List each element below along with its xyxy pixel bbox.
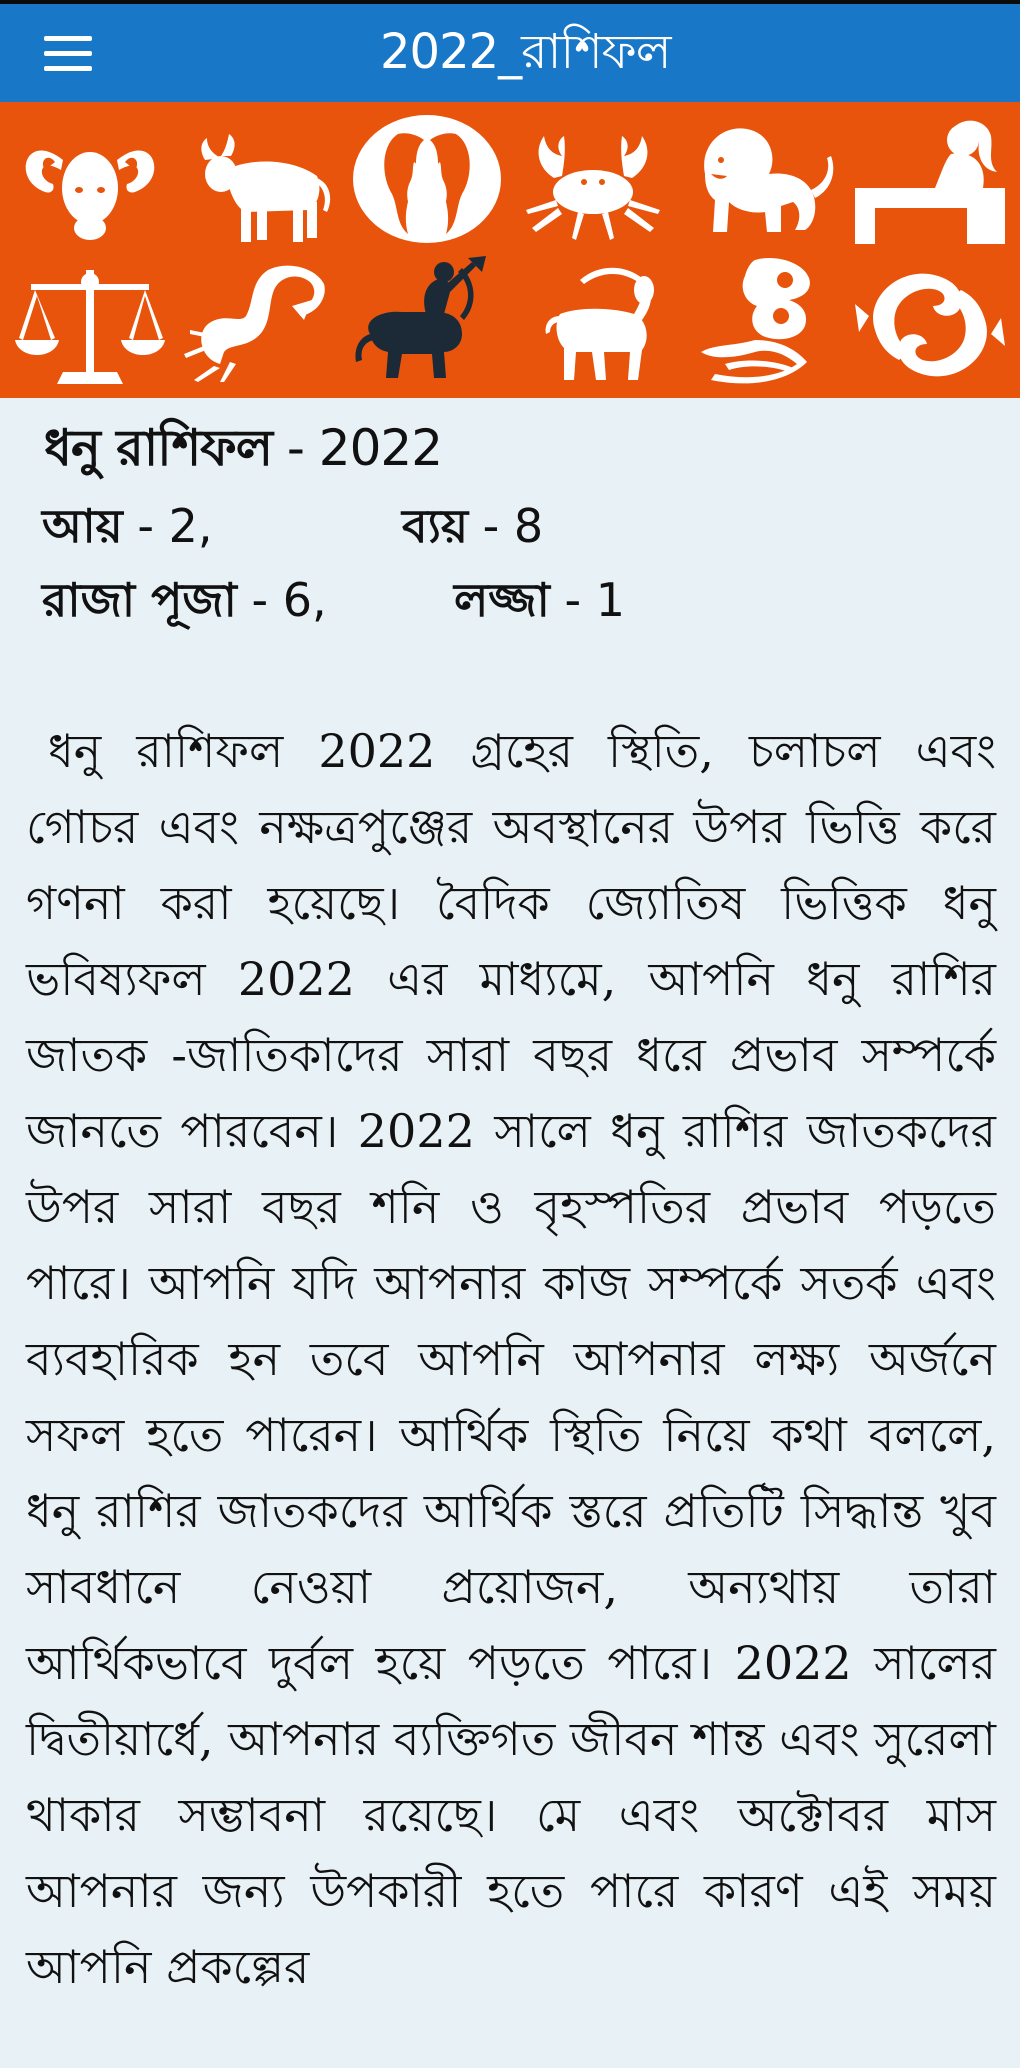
zodiac-banner xyxy=(0,102,1020,398)
aries-icon[interactable] xyxy=(15,120,165,250)
honor-row xyxy=(42,570,327,630)
gemini-icon[interactable] xyxy=(352,114,502,244)
app-bar xyxy=(0,0,1020,102)
aquarius-icon[interactable] xyxy=(685,254,835,384)
virgo-icon[interactable] xyxy=(855,114,1005,244)
income-row xyxy=(42,496,213,556)
hamburger-menu-icon[interactable] xyxy=(44,36,92,72)
menu-line xyxy=(44,66,92,71)
shame-label: লজ্জা xyxy=(454,573,550,627)
menu-line xyxy=(44,36,92,41)
sagittarius-icon[interactable] xyxy=(352,254,502,384)
scorpio-icon[interactable] xyxy=(180,254,330,384)
expense-row xyxy=(402,496,543,556)
horoscope-year: - 2022 xyxy=(271,419,443,477)
horoscope-title-text: ধনু রাশিফল xyxy=(44,419,272,477)
cancer-icon[interactable] xyxy=(518,120,668,250)
horoscope-body: ধনু রাশিফল 2022 গ্রহের স্থিতি, চলাচল এবং গোচর এবং নক্ষত্রপুঞ্জের অবস্থানের উপর ভিত্তি করে গণনা করা হয়েছে। বৈদিক জ্যোতিষ ভিত্তিক ধনু ভবিষ্যফল 2022 এর মাধ্যমে, আপনি ধনু রাশির জাতক -জাতিকাদের সারা বছর ধরে প্রভাব সম্পর্কে জানতে পারবেন। 2022 সালে ধনু রাশির জাতকদের উপর সারা বছর শনি ও বৃহস্পতির প্রভাব পড়তে পারে। আপনি যদি আপনার কাজ সম্পর্কে সতর্ক এবং ব্যবহারিক হন তবে আপনি আপনার লক্ষ্য অর্জনে সফল হতে পারেন। আর্থিক স্থিতি নিয়ে কথা বললে, ধনু রাশির জাতকদের আর্থিক স্তরে প্রতিটি সিদ্ধান্ত খুব সাবধানে নেওয়া প্রয়োজন, অন্যথায় তারা আর্থিকভাবে দুর্বল হয়ে পড়তে পারে। 2022 সালের দ্বিতীয়ার্ধে, আপনার ব্যক্তিগত জীবন শান্ত এবং সুরেলা থাকার সম্ভাবনা রয়েছে। মে এবং অক্টোবর মাস আপনার জন্য উপকারী হতে পারে কারণ এই সময় আপনি প্রকল্পের xyxy=(26,724,996,1994)
income-value: - 2, xyxy=(122,499,213,553)
libra-icon[interactable] xyxy=(15,260,165,390)
expense-label: ব্যয় xyxy=(402,499,469,553)
horoscope-title xyxy=(44,413,442,483)
shame-row xyxy=(454,570,625,630)
expense-value: - 8 xyxy=(468,499,544,553)
pisces-icon[interactable] xyxy=(855,260,1005,390)
honor-value: - 6, xyxy=(236,573,327,627)
leo-icon[interactable] xyxy=(685,114,835,244)
shame-value: - 1 xyxy=(549,573,625,627)
app-title: 2022_রাশিফল xyxy=(380,24,671,80)
capricorn-icon[interactable] xyxy=(520,254,670,384)
income-label: আয় xyxy=(42,499,123,553)
menu-line xyxy=(44,51,92,56)
honor-label: রাজা পূজা xyxy=(42,573,237,627)
taurus-icon[interactable] xyxy=(185,120,335,250)
